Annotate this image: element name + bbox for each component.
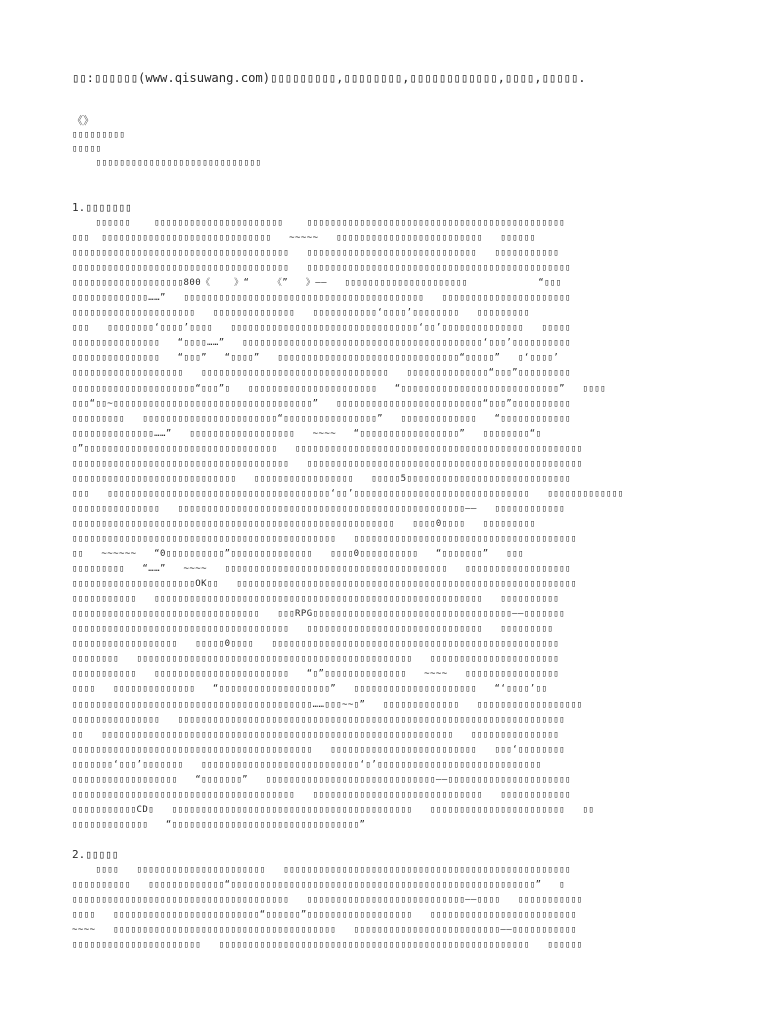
text-line: ▯▯▯ ▯▯▯▯▯▯▯▯▯▯▯▯▯▯▯▯▯▯▯▯▯▯▯▯▯▯▯▯▯▯▯▯▯▯▯▯▯▯‘▯▯’▯▯▯▯▯▯▯▯▯▯▯▯▯▯▯▯▯▯▯▯▯▯▯▯▯▯▯▯▯▯ ▯▯▯▯▯▯▯▯▯▯▯▯▯ <box>72 488 624 499</box>
text-line: ▯▯▯“▯▯~▯▯▯▯▯▯▯▯▯▯▯▯▯▯▯▯▯▯▯▯▯▯▯▯▯▯▯▯▯▯▯▯▯▯” ▯▯▯▯▯▯▯▯▯▯▯▯▯▯▯▯▯▯▯▯▯▯▯▯▯“▯▯▯”▯▯▯▯▯▯▯▯▯▯ <box>72 398 571 409</box>
section-2-body <box>72 863 698 953</box>
text-line: ▯”▯▯▯▯▯▯▯▯▯▯▯▯▯▯▯▯▯▯▯▯▯▯▯▯▯▯▯▯▯▯▯▯▯ ▯▯▯▯▯▯▯▯▯▯▯▯▯▯▯▯▯▯▯▯▯▯▯▯▯▯▯▯▯▯▯▯▯▯▯▯▯▯▯▯▯▯▯▯▯▯▯▯▯ <box>72 443 583 454</box>
text-line: ~~~~ ▯▯▯▯▯▯▯▯▯▯▯▯▯▯▯▯▯▯▯▯▯▯▯▯▯▯▯▯▯▯▯▯▯▯▯▯▯▯ ▯▯▯▯▯▯▯▯▯▯▯▯▯▯▯▯▯▯▯▯▯▯▯▯▯——▯▯▯▯▯▯▯▯▯▯▯ <box>72 925 577 936</box>
text-line: ▯▯▯▯▯▯▯▯▯▯▯▯▯ “▯▯▯▯▯▯▯▯▯▯▯▯▯▯▯▯▯▯▯▯▯▯▯▯▯▯▯▯▯▯▯▯” <box>72 819 366 830</box>
text-line: ▯▯▯▯▯▯▯▯▯▯▯▯▯▯▯▯▯▯▯▯▯“▯▯▯”▯ ▯▯▯▯▯▯▯▯▯▯▯▯▯▯▯▯▯▯▯▯▯▯ “▯▯▯▯▯▯▯▯▯▯▯▯▯▯▯▯▯▯▯▯▯▯▯▯▯▯▯” ▯▯▯▯ <box>72 383 607 394</box>
text-line: ▯▯▯▯▯▯▯▯▯▯▯ ▯▯▯▯▯▯▯▯▯▯▯▯▯▯▯▯▯▯▯▯▯▯▯▯▯▯▯▯▯▯▯▯▯▯▯▯▯▯▯▯▯▯▯▯▯▯▯▯▯▯▯▯▯▯▯▯ ▯▯▯▯▯▯▯▯▯▯ <box>72 594 560 605</box>
section-1-body <box>72 216 698 833</box>
text-line: ▯▯ ▯▯▯▯▯▯▯▯▯▯▯▯▯▯▯▯▯▯▯▯▯▯▯▯▯▯▯▯▯▯▯▯▯▯▯▯▯▯▯▯▯▯▯▯▯▯▯▯▯▯▯▯▯▯▯▯▯▯▯▯ ▯▯▯▯▯▯▯▯▯▯▯▯▯▯▯ <box>72 729 560 740</box>
text-line: ▯▯▯▯▯▯▯▯▯ “……” ~~~~ ▯▯▯▯▯▯▯▯▯▯▯▯▯▯▯▯▯▯▯▯▯▯▯▯▯▯▯▯▯▯▯▯▯▯▯▯▯▯ ▯▯▯▯▯▯▯▯▯▯▯▯▯▯▯▯▯▯ <box>72 564 571 575</box>
text-line: ▯▯▯▯▯▯▯▯▯▯▯▯▯……” ▯▯▯▯▯▯▯▯▯▯▯▯▯▯▯▯▯▯▯▯▯▯▯▯▯▯▯▯▯▯▯▯▯▯▯▯▯▯▯▯▯ ▯▯▯▯▯▯▯▯▯▯▯▯▯▯▯▯▯▯▯▯▯▯ <box>72 293 571 304</box>
text-line: ▯▯▯▯▯▯▯‘▯▯▯’▯▯▯▯▯▯▯ ▯▯▯▯▯▯▯▯▯▯▯▯▯▯▯▯▯▯▯▯▯▯▯▯▯▯▯‘▯’▯▯▯▯▯▯▯▯▯▯▯▯▯▯▯▯▯▯▯▯▯▯▯▯▯▯▯▯ <box>72 759 542 770</box>
text-line: ▯▯▯▯▯▯▯▯▯▯▯▯▯▯▯▯▯▯▯800《 》“ 《” 》—— ▯▯▯▯▯▯▯▯▯▯▯▯▯▯▯▯▯▯▯▯▯ “▯▯▯ <box>72 278 562 289</box>
text-line: ▯▯▯▯▯▯▯▯▯▯▯▯▯▯▯▯▯▯▯ ▯▯▯▯▯▯▯▯▯▯▯▯▯▯▯▯▯▯▯▯▯▯▯▯▯▯▯▯▯▯▯▯ ▯▯▯▯▯▯▯▯▯▯▯▯▯▯“▯▯▯”▯▯▯▯▯▯▯▯▯ <box>72 368 571 379</box>
text-line: ▯▯▯ ▯▯▯▯▯▯▯▯‘▯▯▯▯’▯▯▯▯ ▯▯▯▯▯▯▯▯▯▯▯▯▯▯▯▯▯▯▯▯▯▯▯▯▯▯▯▯▯▯▯▯‘▯▯’▯▯▯▯▯▯▯▯▯▯▯▯▯▯ ▯▯▯▯▯ <box>72 323 571 334</box>
text-line: ▯▯▯▯▯▯▯▯▯▯▯▯▯▯▯▯▯▯▯▯▯OK▯▯ ▯▯▯▯▯▯▯▯▯▯▯▯▯▯▯▯▯▯▯▯▯▯▯▯▯▯▯▯▯▯▯▯▯▯▯▯▯▯▯▯▯▯▯▯▯▯▯▯▯▯▯▯▯▯▯▯▯▯ <box>72 579 577 590</box>
text-line: ▯▯▯▯▯▯▯▯▯▯▯ ▯▯▯▯▯▯▯▯▯▯▯▯▯▯▯▯▯▯▯▯▯▯▯ “▯”▯▯▯▯▯▯▯▯▯▯▯▯▯▯ ~~~~ ▯▯▯▯▯▯▯▯▯▯▯▯▯▯▯▯ <box>72 669 560 680</box>
text-line: ▯▯▯ ▯▯▯▯▯▯▯▯▯▯▯▯▯▯▯▯▯▯▯▯▯▯▯▯▯▯▯▯▯ ~~~~~ ▯▯▯▯▯▯▯▯▯▯▯▯▯▯▯▯▯▯▯▯▯▯▯▯▯ ▯▯▯▯▯▯ <box>72 233 536 244</box>
text-line: ▯▯▯▯▯▯▯▯▯▯▯▯▯▯▯▯▯▯▯▯▯▯▯▯▯▯▯▯▯▯▯▯ ▯▯▯RPG▯▯▯▯▯▯▯▯▯▯▯▯▯▯▯▯▯▯▯▯▯▯▯▯▯▯▯▯▯▯▯▯▯▯——▯▯▯▯▯▯▯ <box>72 609 565 620</box>
text-line: ▯▯▯▯▯▯▯▯▯▯ ▯▯▯▯▯▯▯▯▯▯▯▯▯“▯▯▯▯▯▯▯▯▯▯▯▯▯▯▯▯▯▯▯▯▯▯▯▯▯▯▯▯▯▯▯▯▯▯▯▯▯▯▯▯▯▯▯▯▯▯▯▯▯▯▯▯” ▯ <box>72 879 565 890</box>
meta-line-3: ▯▯▯▯▯▯▯▯▯▯▯▯▯▯▯▯▯▯▯▯▯▯▯▯▯▯▯▯ <box>72 158 262 168</box>
text-line: ▯▯▯▯▯▯▯▯▯▯▯▯▯▯▯▯▯▯ “▯▯▯▯▯▯▯” ▯▯▯▯▯▯▯▯▯▯▯▯▯▯▯▯▯▯▯▯▯▯▯▯▯▯▯▯▯——▯▯▯▯▯▯▯▯▯▯▯▯▯▯▯▯▯▯▯▯▯ <box>72 774 571 785</box>
meta-line-2: ▯▯▯▯▯ <box>72 144 102 154</box>
text-line: ▯▯▯▯▯▯▯▯▯▯▯▯▯▯▯▯▯▯▯▯▯▯▯▯▯▯▯▯▯▯▯▯▯▯▯▯▯▯▯▯▯▯▯▯▯ ▯▯▯▯▯▯▯▯▯▯▯▯▯▯▯▯▯▯▯▯▯▯▯▯▯▯▯▯▯▯▯▯▯▯▯▯▯▯ <box>72 533 577 544</box>
section-1-heading: 1.▯▯▯▯▯▯▯ <box>72 201 132 214</box>
text-line: ▯▯▯▯▯▯▯▯▯▯▯CD▯ ▯▯▯▯▯▯▯▯▯▯▯▯▯▯▯▯▯▯▯▯▯▯▯▯▯▯▯▯▯▯▯▯▯▯▯▯▯▯▯▯▯ ▯▯▯▯▯▯▯▯▯▯▯▯▯▯▯▯▯▯▯▯▯▯▯ ▯▯ <box>72 804 595 815</box>
text-line: ▯▯▯▯ ▯▯▯▯▯▯▯▯▯▯▯▯▯▯▯▯▯▯▯▯▯▯ ▯▯▯▯▯▯▯▯▯▯▯▯▯▯▯▯▯▯▯▯▯▯▯▯▯▯▯▯▯▯▯▯▯▯▯▯▯▯▯▯▯▯▯▯▯▯▯▯▯ <box>72 864 571 875</box>
text-line: ▯▯▯▯▯▯▯▯▯▯▯▯▯▯▯▯▯▯▯▯▯▯▯▯▯▯▯▯▯▯▯▯▯▯▯▯▯ ▯▯▯▯▯▯▯▯▯▯▯▯▯▯▯▯▯▯▯▯▯▯▯▯▯▯▯▯▯▯▯▯▯▯▯▯▯▯▯▯▯▯▯▯▯ <box>72 263 571 274</box>
text-line: ▯▯▯▯▯▯▯▯▯▯▯▯▯▯▯▯▯▯▯▯▯▯▯▯▯▯▯▯▯▯▯▯▯▯▯▯▯▯▯▯▯……▯▯▯~~▯” ▯▯▯▯▯▯▯▯▯▯▯▯▯ ▯▯▯▯▯▯▯▯▯▯▯▯▯▯▯▯▯▯ <box>72 699 583 710</box>
meta-line-1: ▯▯▯▯▯▯▯▯▯ <box>72 130 126 140</box>
text-line: ▯▯▯▯▯▯▯▯▯▯▯▯▯▯▯▯▯▯ ▯▯▯▯▯0▯▯▯▯ ▯▯▯▯▯▯▯▯▯▯▯▯▯▯▯▯▯▯▯▯▯▯▯▯▯▯▯▯▯▯▯▯▯▯▯▯▯▯▯▯▯▯▯▯▯▯▯▯▯ <box>72 639 560 650</box>
text-line: ▯▯▯▯▯▯▯▯▯▯▯▯▯▯▯▯▯▯▯▯▯▯▯▯▯▯▯▯ ▯▯▯▯▯▯▯▯▯▯▯▯▯▯▯▯▯ ▯▯▯▯▯5▯▯▯▯▯▯▯▯▯▯▯▯▯▯▯▯▯▯▯▯▯▯▯▯▯▯▯▯ <box>72 473 571 484</box>
text-line: ▯▯▯▯▯▯▯▯▯▯▯▯▯▯▯▯▯▯▯▯▯ ▯▯▯▯▯▯▯▯▯▯▯▯▯▯ ▯▯▯▯▯▯▯▯▯▯▯‘▯▯▯▯’▯▯▯▯▯▯▯▯ ▯▯▯▯▯▯▯▯▯ <box>72 308 530 319</box>
text-line: ▯▯▯▯▯▯▯▯▯▯▯▯▯▯▯▯▯▯▯▯▯▯▯▯▯▯▯▯▯▯▯▯▯▯▯▯▯ ▯▯▯▯▯▯▯▯▯▯▯▯▯▯▯▯▯▯▯▯▯▯▯▯▯▯▯——▯▯▯▯ ▯▯▯▯▯▯▯▯▯▯▯ <box>72 895 583 906</box>
text-line: ▯▯▯▯▯▯▯▯▯▯▯▯▯▯▯▯▯▯▯▯▯▯▯▯▯▯▯▯▯▯▯▯▯▯▯▯▯ ▯▯▯▯▯▯▯▯▯▯▯▯▯▯▯▯▯▯▯▯▯▯▯▯▯▯▯▯▯▯▯▯▯▯▯▯▯▯▯▯▯▯▯▯▯▯▯ <box>72 458 583 469</box>
text-line: ▯▯▯▯▯▯▯▯▯▯▯▯▯▯▯ ▯▯▯▯▯▯▯▯▯▯▯▯▯▯▯▯▯▯▯▯▯▯▯▯▯▯▯▯▯▯▯▯▯▯▯▯▯▯▯▯▯▯▯▯▯▯▯▯▯▯▯▯▯▯▯▯▯▯▯▯▯▯▯▯▯▯ <box>72 714 565 725</box>
text-line: ▯▯▯▯▯▯▯▯▯▯▯▯▯▯▯▯▯▯▯▯▯▯▯▯▯▯▯▯▯▯▯▯▯▯▯▯▯▯▯▯▯ ▯▯▯▯▯▯▯▯▯▯▯▯▯▯▯▯▯▯▯▯▯▯▯▯▯ ▯▯▯‘▯▯▯▯▯▯▯▯ <box>72 744 565 755</box>
text-line: ▯▯▯▯▯▯▯▯▯▯▯▯▯▯……” ▯▯▯▯▯▯▯▯▯▯▯▯▯▯▯▯▯▯ ~~~~ “▯▯▯▯▯▯▯▯▯▯▯▯▯▯▯▯▯” ▯▯▯▯▯▯▯▯“▯ <box>72 428 542 439</box>
text-line: ▯▯ ~~~~~~ “0▯▯▯▯▯▯▯▯▯▯”▯▯▯▯▯▯▯▯▯▯▯▯▯▯ ▯▯▯▯0▯▯▯▯▯▯▯▯▯▯ “▯▯▯▯▯▯▯” ▯▯▯ <box>72 549 524 560</box>
text-line: ▯▯▯▯▯▯▯▯▯▯▯▯▯▯▯ “▯▯▯” “▯▯▯▯” ▯▯▯▯▯▯▯▯▯▯▯▯▯▯▯▯▯▯▯▯▯▯▯▯▯▯▯▯▯▯▯“▯▯▯▯▯” ▯‘▯▯▯▯’ <box>72 353 560 364</box>
text-line: ▯▯▯▯▯▯▯▯▯▯▯▯▯▯▯ “▯▯▯▯……” ▯▯▯▯▯▯▯▯▯▯▯▯▯▯▯▯▯▯▯▯▯▯▯▯▯▯▯▯▯▯▯▯▯▯▯▯▯▯▯▯▯‘▯▯▯’▯▯▯▯▯▯▯▯▯▯ <box>72 338 571 349</box>
text-line: ▯▯▯▯▯▯▯▯▯▯▯▯▯▯▯▯▯▯▯▯▯▯▯▯▯▯▯▯▯▯▯▯▯▯▯▯▯▯ ▯▯▯▯▯▯▯▯▯▯▯▯▯▯▯▯▯▯▯▯▯▯▯▯▯▯▯▯▯ ▯▯▯▯▯▯▯▯▯▯▯▯ <box>72 789 571 800</box>
text-line: ▯▯▯▯▯▯▯▯▯▯▯▯▯▯▯▯▯▯▯▯▯▯▯▯▯▯▯▯▯▯▯▯▯▯▯▯▯ ▯▯▯▯▯▯▯▯▯▯▯▯▯▯▯▯▯▯▯▯▯▯▯▯▯▯▯▯▯ ▯▯▯▯▯▯▯▯▯▯▯ <box>72 248 560 259</box>
text-line: ▯▯▯▯▯▯▯▯▯▯▯▯▯▯▯▯▯▯▯▯▯▯ ▯▯▯▯▯▯▯▯▯▯▯▯▯▯▯▯▯▯▯▯▯▯▯▯▯▯▯▯▯▯▯▯▯▯▯▯▯▯▯▯▯▯▯▯▯▯▯▯▯▯▯▯▯ ▯▯▯▯▯▯ <box>72 940 583 951</box>
text-line: ▯▯▯▯▯▯ ▯▯▯▯▯▯▯▯▯▯▯▯▯▯▯▯▯▯▯▯▯▯ ▯▯▯▯▯▯▯▯▯▯▯▯▯▯▯▯▯▯▯▯▯▯▯▯▯▯▯▯▯▯▯▯▯▯▯▯▯▯▯▯▯▯▯▯ <box>72 218 565 228</box>
source-notice: ▯▯:▯▯▯▯▯▯(www.qisuwang.com)▯▯▯▯▯▯▯▯▯,▯▯▯▯▯▯▯▯,▯▯▯▯▯▯▯▯▯▯▯▯,▯▯▯▯,▯▯▯▯▯. <box>72 71 586 85</box>
text-line: ▯▯▯▯ ▯▯▯▯▯▯▯▯▯▯▯▯▯▯▯▯▯▯▯▯▯▯▯▯▯“▯▯▯▯▯▯”▯▯▯▯▯▯▯▯▯▯▯▯▯▯▯▯▯▯ ▯▯▯▯▯▯▯▯▯▯▯▯▯▯▯▯▯▯▯▯▯▯▯▯▯ <box>72 910 577 921</box>
text-line: ▯▯▯▯▯▯▯▯▯▯▯▯▯▯▯▯▯▯▯▯▯▯▯▯▯▯▯▯▯▯▯▯▯▯▯▯▯▯▯▯▯▯▯▯▯▯▯▯▯▯▯▯▯▯▯ ▯▯▯▯0▯▯▯▯ ▯▯▯▯▯▯▯▯▯ <box>72 518 536 529</box>
text-line: ▯▯▯▯▯▯▯▯▯ ▯▯▯▯▯▯▯▯▯▯▯▯▯▯▯▯▯▯▯▯▯▯▯“▯▯▯▯▯▯▯▯▯▯▯▯▯▯▯▯” ▯▯▯▯▯▯▯▯▯▯▯▯▯ “▯▯▯▯▯▯▯▯▯▯▯▯ <box>72 413 571 424</box>
book-title: 《》 <box>72 114 94 127</box>
text-line: ▯▯▯▯▯▯▯▯▯▯▯▯▯▯▯ ▯▯▯▯▯▯▯▯▯▯▯▯▯▯▯▯▯▯▯▯▯▯▯▯▯▯▯▯▯▯▯▯▯▯▯▯▯▯▯▯▯▯▯▯▯▯▯▯▯—— ▯▯▯▯▯▯▯▯▯▯▯▯ <box>72 503 565 514</box>
text-line: ▯▯▯▯▯▯▯▯▯▯▯▯▯▯▯▯▯▯▯▯▯▯▯▯▯▯▯▯▯▯▯▯▯▯▯▯▯ ▯▯▯▯▯▯▯▯▯▯▯▯▯▯▯▯▯▯▯▯▯▯▯▯▯▯▯▯▯▯ ▯▯▯▯▯▯▯▯▯ <box>72 624 554 635</box>
section-2-heading: 2.▯▯▯▯▯ <box>72 847 119 861</box>
text-line: ▯▯▯▯ ▯▯▯▯▯▯▯▯▯▯▯▯▯▯ “▯▯▯▯▯▯▯▯▯▯▯▯▯▯▯▯▯▯▯” ▯▯▯▯▯▯▯▯▯▯▯▯▯▯▯▯▯▯▯▯▯ “‘▯▯▯▯’▯▯ <box>72 684 548 695</box>
document-page <box>72 70 698 953</box>
text-line: ▯▯▯▯▯▯▯▯ ▯▯▯▯▯▯▯▯▯▯▯▯▯▯▯▯▯▯▯▯▯▯▯▯▯▯▯▯▯▯▯▯▯▯▯▯▯▯▯▯▯▯▯▯▯▯▯ ▯▯▯▯▯▯▯▯▯▯▯▯▯▯▯▯▯▯▯▯▯▯ <box>72 654 560 665</box>
